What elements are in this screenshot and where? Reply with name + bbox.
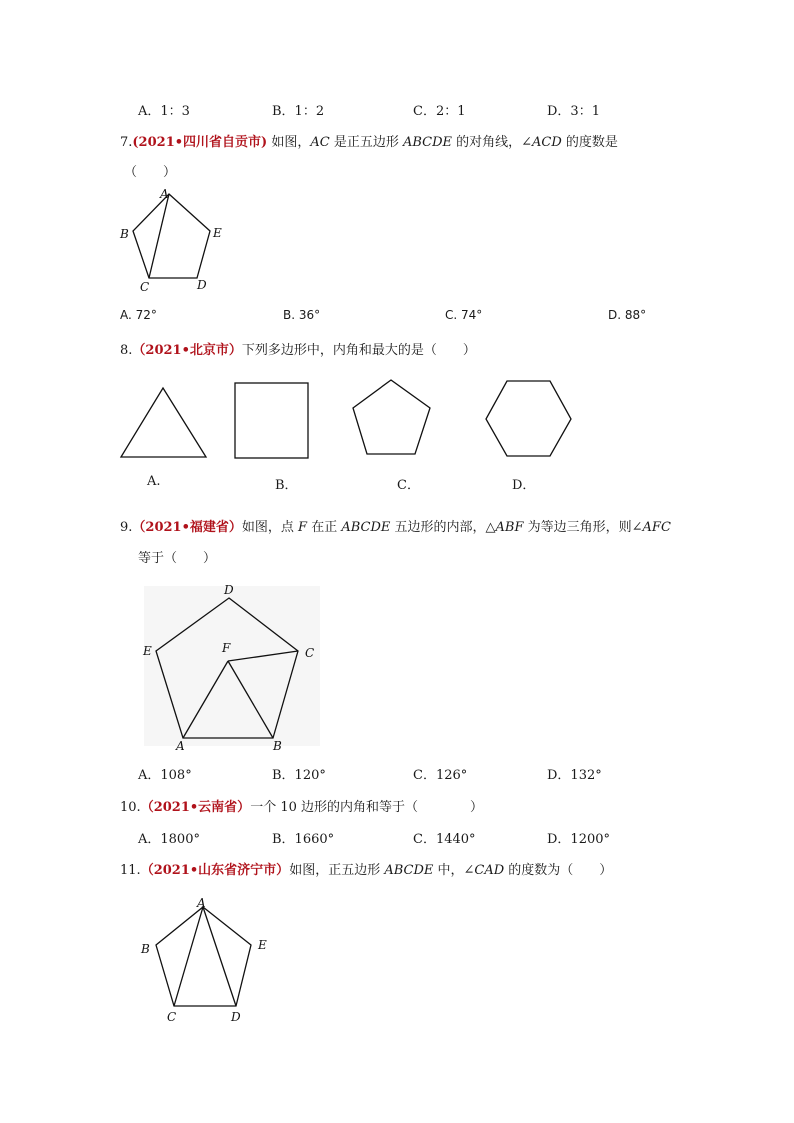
q8-hexagon-figure	[484, 379, 576, 461]
q11-label-e: E	[258, 938, 267, 952]
q9-text: 为等边三角形，则∠	[523, 520, 643, 535]
q7-number: 7.	[120, 135, 133, 150]
q8-pentagon	[353, 380, 430, 454]
q7-text-poly: ABCDE	[402, 135, 452, 150]
q7-label-b: B	[120, 227, 129, 241]
q7-text: 的度数是	[561, 135, 618, 150]
q8-option-a[interactable]: A.	[147, 474, 161, 489]
q9-source: （2021•福建省）	[132, 520, 242, 535]
q11-diagonal-ad	[203, 907, 236, 1006]
q10-number: 10.	[120, 800, 141, 815]
q8-square-figure	[233, 381, 313, 461]
q7-text-ac: AC	[310, 135, 330, 150]
q8-number: 8.	[120, 343, 133, 358]
q9-label-c: C	[305, 646, 315, 660]
q9-stem	[120, 520, 671, 536]
q9-number: 9.	[120, 520, 133, 535]
q9-label-d: D	[224, 583, 234, 597]
q11-text-angle: CAD	[474, 863, 505, 878]
q8-option-b[interactable]: B．	[275, 478, 298, 493]
q8-hexagon	[486, 381, 571, 456]
q11-label-b: B	[141, 942, 150, 956]
q9-label-a: A	[176, 739, 185, 753]
q10-stem	[120, 800, 483, 816]
q9-label-f: F	[222, 641, 231, 655]
q7-label-a: A	[160, 187, 169, 201]
q9-pentagon-figure	[140, 578, 325, 753]
q7-text: 如图，	[267, 135, 311, 150]
q8-square	[235, 383, 308, 458]
q7-label-d: D	[197, 278, 207, 292]
q9-text-tri: ABF	[495, 520, 524, 535]
q7-text: 是正五边形	[329, 135, 403, 150]
q7-stem	[120, 135, 618, 151]
q7-option-d[interactable]: D. 88°	[608, 308, 647, 322]
q7-option-b[interactable]: B. 36°	[283, 308, 321, 322]
q11-source: （2021•山东省济宁市）	[140, 863, 290, 878]
q7-option-c[interactable]: C. 74°	[445, 308, 483, 322]
q9-text: 如图，点	[241, 520, 299, 535]
q9-option-d[interactable]: D．132°	[547, 768, 602, 783]
q11-stem	[120, 863, 612, 879]
q11-number: 11.	[120, 863, 141, 878]
q8-pentagon-figure	[350, 377, 435, 462]
q6-option-c[interactable]: C．2：1	[413, 104, 466, 119]
q11-text: 中，∠	[433, 863, 475, 878]
q11-label-d: D	[231, 1010, 241, 1024]
q6-option-a[interactable]: A．1：3	[138, 104, 190, 119]
q8-text: 下列多边形中，内角和最大的是（ ）	[241, 343, 476, 358]
q10-option-d[interactable]: D．1200°	[547, 832, 611, 847]
q10-option-b[interactable]: B．1660°	[272, 832, 335, 847]
q11-pentagon	[156, 907, 251, 1006]
q9-option-b[interactable]: B．120°	[272, 768, 326, 783]
q9-text: 五边形的内部，△	[390, 520, 496, 535]
q9-option-a[interactable]: A．108°	[138, 768, 192, 783]
q11-text: 如图，正五边形	[289, 863, 385, 878]
q8-triangle-figure	[118, 385, 210, 460]
q6-option-d[interactable]: D．3：1	[547, 104, 600, 119]
q9-text-angle: AFC	[642, 520, 671, 535]
q8-option-d[interactable]: D．	[512, 478, 536, 493]
q10-source: （2021•云南省）	[140, 800, 251, 815]
q9-option-c[interactable]: C．126°	[413, 768, 468, 783]
q11-diagonal-ac	[174, 907, 203, 1006]
q10-option-a[interactable]: A．1800°	[138, 832, 200, 847]
q7-pentagon	[133, 194, 210, 278]
q7-answer-blank: （ ）	[124, 165, 177, 180]
q8-stem	[120, 343, 476, 359]
q10-option-c[interactable]: C．1440°	[413, 832, 476, 847]
q9-text-f: F	[298, 520, 308, 535]
q10-text: 一个 10 边形的内角和等于（ ）	[250, 800, 483, 815]
q7-label-e: E	[213, 226, 222, 240]
q8-triangle	[121, 388, 206, 457]
q9-text: 在正	[307, 520, 342, 535]
q7-source: (2021•四川省自贡市)	[132, 135, 268, 150]
q11-text-poly: ABCDE	[384, 863, 434, 878]
q7-text: 的对角线，∠	[452, 135, 533, 150]
q7-pentagon-figure	[115, 188, 235, 298]
q11-pentagon-figure	[138, 893, 278, 1028]
q9-text-poly: ABCDE	[341, 520, 391, 535]
q9-label-e: E	[143, 644, 152, 658]
q8-source: （2021•北京市）	[132, 343, 242, 358]
q9-stem-line2: 等于（ ）	[138, 551, 217, 566]
q7-label-c: C	[140, 280, 150, 294]
q9-label-b: B	[273, 739, 282, 753]
q7-text-angle: ACD	[532, 135, 562, 150]
q6-option-b[interactable]: B．1：2	[272, 104, 325, 119]
q8-option-c[interactable]: C．	[397, 478, 420, 493]
q11-text: 的度数为（ ）	[504, 863, 613, 878]
q11-label-c: C	[167, 1010, 177, 1024]
q11-label-a: A	[197, 896, 206, 910]
q7-option-a[interactable]: A. 72°	[120, 308, 157, 322]
q7-diagonal-ac	[149, 194, 169, 278]
